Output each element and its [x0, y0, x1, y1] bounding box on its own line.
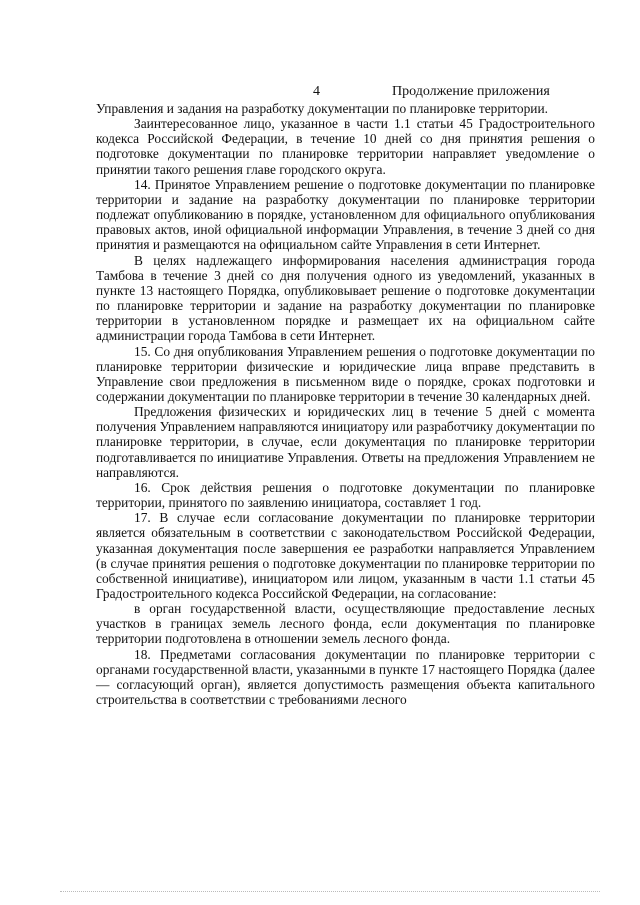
paragraph-item-16: 16. Срок действия решения о подготовке документации по планировке территории, принятого по заявлению инициатора, составляет 1 год. — [96, 479, 595, 511]
paragraph-item-15: 15. Со дня опубликования Управлением решения о подготовке документации по планировке территории физические и юридические лица вправе представить в Управление свои предложения в письменном виде о порядке, сроках подготовки и содержании документации по планировке территории в течение 30 календарных дней. — [96, 343, 595, 404]
paragraph-item-18: 18. Предметами согласования документации по планировке территории с органами государственной власти, указанными в пункте 17 настоящего Порядка (далее — согласующий орган), является допустимость размещения объекта капитального строительства в соответствии с требованиями лесного — [96, 646, 595, 708]
paragraph: Заинтересованное лицо, указанное в части 1.1 статьи 45 Градостроительного кодекса Российской Федерации, в течение 10 дней со дня принятия решения о подготовке документации по планировке территории направляет уведомление о принятии такого решения главе городского округа. — [96, 116, 595, 177]
scan-edge-line — [60, 891, 600, 892]
paragraph: в орган государственной власти, осуществляющие предоставление лесных участков в границах земель лесного фонда, если документация по планировке территории подготовлена в отношении земель лесного фонда. — [96, 601, 595, 647]
header-title: Продолжение приложения — [392, 84, 550, 99]
paragraph: В целях надлежащего информирования населения администрация города Тамбова в течение 3 дней со дня получения одного из уведомлений, указанных в пункте 13 настоящего Порядка, опубликовывает решение о подготовке документации по планировке территории и задание на разработку документации по планировке территории в установленном порядке и размещает их на официальном сайте администрации города Тамбова в сети Интернет. — [96, 252, 595, 344]
document-body — [96, 101, 595, 707]
page-number: 4 — [313, 84, 320, 99]
paragraph-item-14: 14. Принятое Управлением решение о подготовке документации по планировке территории и задание на разработку документации по планировке территории подлежат опубликованию в порядке, установленном для официального опубликования правовых актов, иной официальной информации Управления, в течение 3 дней со дня принятия и размещаются на официальном сайте Управления в сети Интернет. — [96, 176, 595, 253]
paragraph-continuation: Управления и задания на разработку документации по планировке территории. — [96, 101, 548, 116]
paragraph: Предложения физических и юридических лиц в течение 5 дней с момента получения Управлением направляются инициатору или разработчику документации по планировке территории, в случае, если документация по планировке территории подготавливается по инициативе Управления. Ответы на предложения Управлением не направляются. — [96, 404, 595, 480]
paragraph-item-17: 17. В случае если согласование документации по планировке территории является обязательным в соответствии с законодательством Российской Федерации, указанная документация после завершения ее разработки направляется Управлением (в случае принятия решения о подготовке документации по планировке территории по собственной инициативе), инициатором или лицом, указанным в части 1.1 статьи 45 Градостроительного кодекса Российской Федерации, на согласование: — [96, 510, 595, 601]
